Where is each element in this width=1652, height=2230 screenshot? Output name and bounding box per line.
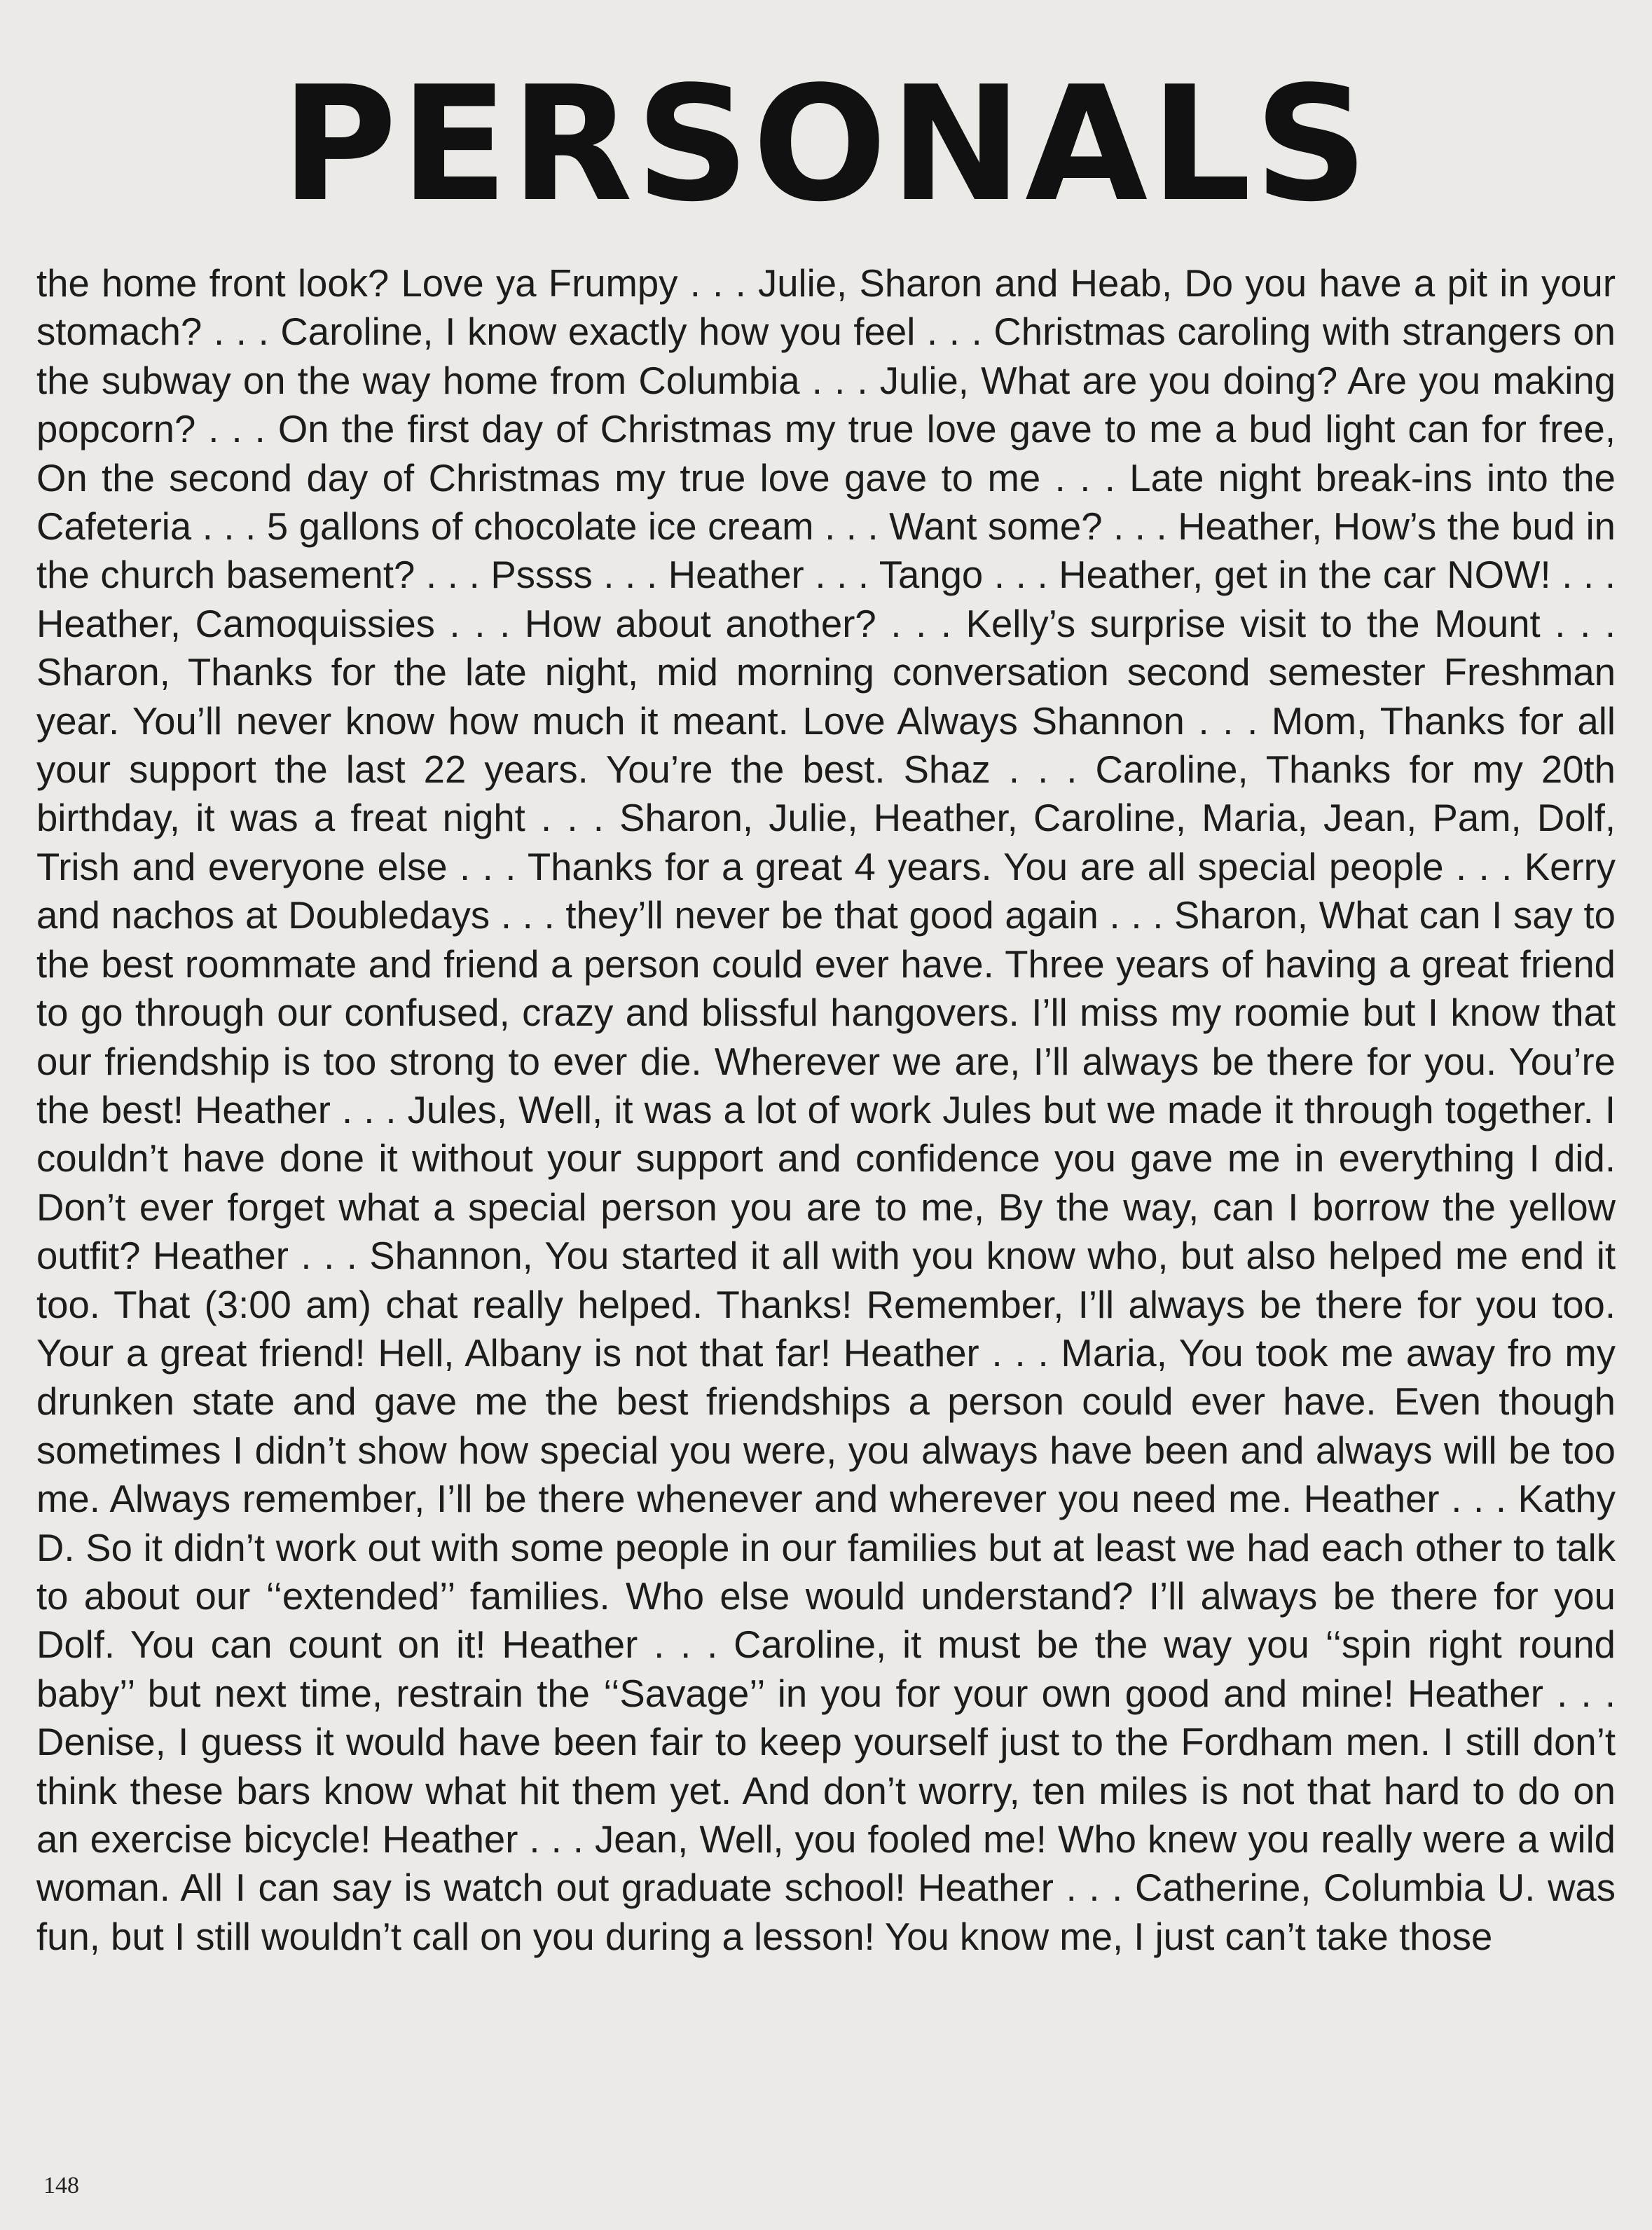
page-title: PERSONALS bbox=[281, 53, 1371, 237]
page-number: 148 bbox=[43, 2173, 79, 2198]
personals-body-text: the home front look? Love ya Frumpy . . . Julie, Sharon and Heab, Do you have a pit in your stomach? . . . Caroline, I know exactly how you feel . . . Christmas caroling with strangers on the subway on the way home from Columbia . . . Julie, What are you doing? Are you making popcorn? . . . On the first day of Christmas my true love gave to me a bud light can for free, On the second day of Christmas my true love gave to me . . . Late night break-ins into the Cafeteria . . . 5 gallons of chocolate ice cream . . . Want some? . . . Heather, How’s the bud in the church basement? . . . Pssss . . . Heather . . . Tango . . . Heather, get in the car NOW! . . . Heather, Camoquissies . . . How about another? . . . Kelly’s surprise visit to the Mount . . . Sharon, Thanks for the late night, mid morning conversation second semester Freshman year. You’ll never know how much it meant. Love Always Shannon . . . Mom, Thanks for all your support the last 22 years. You’re the best. Shaz . . . Caroline, Thanks for my 20th birthday, it was a freat night . . . Sharon, Julie, Heather, Caroline, Maria, Jean, Pam, Dolf, Trish and everyone else . . . Thanks for a great 4 years. You are all special people . . . Kerry and nachos at Doubledays . . . they’ll never be that good again . . . Sharon, What can I say to the best roommate and friend a person could ever have. Three years of having a great friend to go through our confused, crazy and blissful hangovers. I’ll miss my roomie but I know that our friendship is too strong to ever die. Wherever we are, I’ll always be there for you. You’re the best! Heather . . . Jules, Well, it was a lot of work Jules but we made it through together. I couldn’t have done it without your support and confidence you gave me in everything I did. Don’t ever forget what a special person you are to me, By the way, can I borrow the yellow outfit? Heather . . . Shannon, You started it all with you know who, but also helped me end it too. That (3:00 am) chat really helped. Thanks! Remember, I’ll always be there for you too. Your a great friend! Hell, Albany is not that far! Heather . . . Maria, You took me away fro my drunken state and gave me the best friendships a person could ever have. Even though sometimes I didn’t show how special you were, you always have been and always will be too me. Always remember, I’ll be there whenever and wherever you need me. Heather . . . Kathy D. So it didn’t work out with some people in our families but at least we had each other to talk to about our ‘‘extended’’ families. Who else would understand? I’ll always be there for you Dolf. You can count on it! Heather . . . Caroline, it must be the way you ‘‘spin right round baby’’ but next time, restrain the ‘‘Savage’’ in you for your own good and mine! Heather . . . Denise, I guess it would have been fair to keep yourself just to the Fordham men. I still don’t think these bars know what hit them yet. And don’t worry, ten miles is not that hard to do on an exercise bicycle! Heather . . . Jean, Well, you fooled me! Who knew you really were a wild woman. All I can say is watch out graduate school! Heather . . . Catherine, Columbia U. was fun, but I still wouldn’t call on you during a lesson! You know me, I just can’t take those bbox=[36, 262, 1616, 1958]
